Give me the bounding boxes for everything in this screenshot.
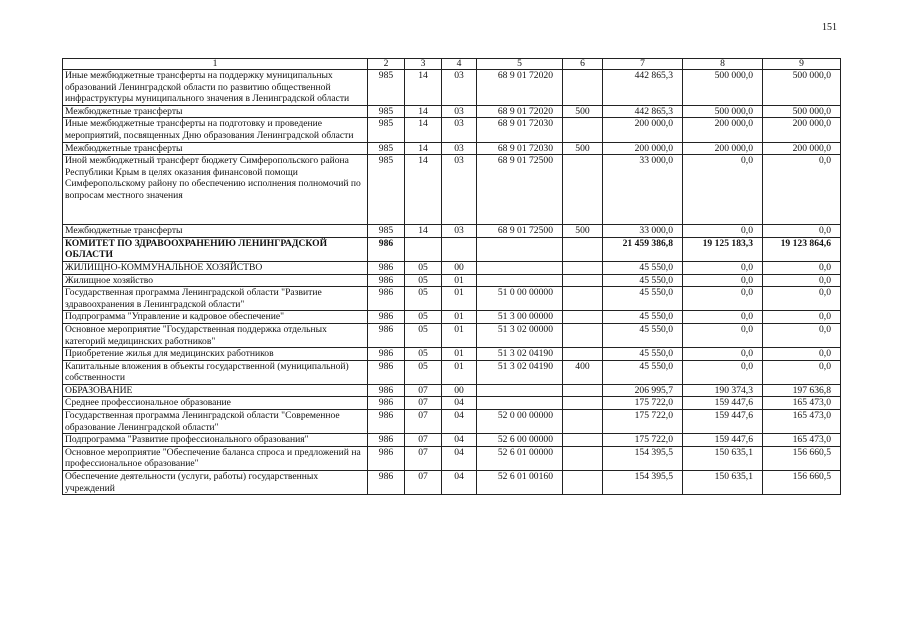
row-value-cell: 500 (563, 142, 603, 155)
row-name-cell: Иные межбюджетные трансферты на подготовку и проведение мероприятий, посвященных Дню образования Ленинградской области (63, 118, 368, 142)
row-name-cell: Приобретение жилья для медицинских работников (63, 348, 368, 361)
row-value-cell: 07 (405, 471, 442, 495)
row-value-cell: 14 (405, 70, 442, 106)
row-value-cell (442, 237, 477, 261)
table-row (63, 142, 841, 155)
row-value-cell: 197 636,8 (763, 384, 841, 397)
row-value-cell: 175 722,0 (603, 410, 683, 434)
row-value-cell: 985 (368, 118, 405, 142)
row-value-cell (477, 384, 563, 397)
row-value-cell: 01 (442, 274, 477, 287)
row-value-cell (563, 348, 603, 361)
column-header: 5 (477, 59, 563, 70)
row-value-cell: 04 (442, 471, 477, 495)
row-value-cell: 14 (405, 142, 442, 155)
row-value-cell: 986 (368, 410, 405, 434)
row-value-cell: 0,0 (763, 311, 841, 324)
row-value-cell: 07 (405, 384, 442, 397)
row-value-cell: 51 3 02 00000 (477, 323, 563, 347)
row-value-cell: 200 000,0 (683, 142, 763, 155)
row-value-cell (563, 446, 603, 470)
table-row (63, 105, 841, 118)
row-value-cell: 0,0 (683, 360, 763, 384)
table-row (63, 237, 841, 261)
row-value-cell: 150 635,1 (683, 471, 763, 495)
row-value-cell: 986 (368, 471, 405, 495)
row-value-cell: 986 (368, 434, 405, 447)
row-value-cell: 500 (563, 105, 603, 118)
row-value-cell (563, 287, 603, 311)
row-value-cell (477, 237, 563, 261)
row-value-cell: 200 000,0 (603, 142, 683, 155)
row-value-cell: 500 000,0 (683, 70, 763, 106)
row-value-cell: 200 000,0 (603, 118, 683, 142)
row-value-cell (563, 410, 603, 434)
row-value-cell: 986 (368, 287, 405, 311)
row-value-cell: 175 722,0 (603, 397, 683, 410)
row-name-cell: Подпрограмма "Управление и кадровое обеспечение" (63, 311, 368, 324)
row-name-cell: Подпрограмма "Развитие профессионального образования" (63, 434, 368, 447)
row-value-cell: 14 (405, 105, 442, 118)
row-value-cell (563, 397, 603, 410)
row-value-cell: 68 9 01 72030 (477, 118, 563, 142)
row-value-cell: 0,0 (683, 261, 763, 274)
row-value-cell: 400 (563, 360, 603, 384)
row-value-cell: 01 (442, 360, 477, 384)
row-value-cell (563, 384, 603, 397)
row-value-cell: 986 (368, 348, 405, 361)
row-value-cell: 51 3 02 04190 (477, 360, 563, 384)
row-value-cell: 01 (442, 323, 477, 347)
column-header: 6 (563, 59, 603, 70)
column-header: 9 (763, 59, 841, 70)
row-value-cell: 165 473,0 (763, 410, 841, 434)
page-number: 151 (822, 22, 837, 33)
row-name-cell: Государственная программа Ленинградской области "Современное образование Ленинградской области" (63, 410, 368, 434)
row-value-cell: 04 (442, 410, 477, 434)
row-value-cell: 05 (405, 261, 442, 274)
row-value-cell: 159 447,6 (683, 410, 763, 434)
row-value-cell: 68 9 01 72500 (477, 155, 563, 225)
row-value-cell: 52 0 00 00000 (477, 410, 563, 434)
table-row (63, 434, 841, 447)
row-value-cell: 0,0 (763, 225, 841, 238)
table-row (63, 155, 841, 225)
row-value-cell: 45 550,0 (603, 261, 683, 274)
row-value-cell: 19 123 864,6 (763, 237, 841, 261)
row-value-cell: 00 (442, 384, 477, 397)
row-value-cell: 986 (368, 360, 405, 384)
row-value-cell (563, 261, 603, 274)
row-value-cell: 150 635,1 (683, 446, 763, 470)
row-value-cell: 159 447,6 (683, 397, 763, 410)
row-value-cell: 0,0 (683, 225, 763, 238)
table-row (63, 397, 841, 410)
row-value-cell: 0,0 (683, 155, 763, 225)
row-value-cell: 33 000,0 (603, 155, 683, 225)
row-value-cell: 985 (368, 105, 405, 118)
row-value-cell: 200 000,0 (683, 118, 763, 142)
row-value-cell (405, 237, 442, 261)
row-value-cell: 03 (442, 142, 477, 155)
row-value-cell (563, 323, 603, 347)
row-value-cell: 21 459 386,8 (603, 237, 683, 261)
row-value-cell: 500 000,0 (683, 105, 763, 118)
row-value-cell: 200 000,0 (763, 142, 841, 155)
row-value-cell: 154 395,5 (603, 471, 683, 495)
row-value-cell: 500 000,0 (763, 105, 841, 118)
table-row (63, 384, 841, 397)
row-value-cell: 68 9 01 72500 (477, 225, 563, 238)
row-value-cell: 14 (405, 225, 442, 238)
table-row (63, 261, 841, 274)
row-value-cell: 986 (368, 237, 405, 261)
row-name-cell: ЖИЛИЩНО-КОММУНАЛЬНОЕ ХОЗЯЙСТВО (63, 261, 368, 274)
row-value-cell: 05 (405, 287, 442, 311)
table-row (63, 471, 841, 495)
row-value-cell: 45 550,0 (603, 274, 683, 287)
row-value-cell (563, 70, 603, 106)
row-value-cell: 0,0 (763, 274, 841, 287)
column-header: 7 (603, 59, 683, 70)
row-value-cell: 190 374,3 (683, 384, 763, 397)
table-row (63, 311, 841, 324)
row-value-cell: 156 660,5 (763, 446, 841, 470)
row-value-cell: 68 9 01 72020 (477, 105, 563, 118)
row-name-cell: Жилищное хозяйство (63, 274, 368, 287)
row-value-cell (563, 311, 603, 324)
row-value-cell (563, 155, 603, 225)
row-value-cell: 206 995,7 (603, 384, 683, 397)
row-value-cell: 07 (405, 410, 442, 434)
row-value-cell (563, 118, 603, 142)
row-value-cell: 52 6 01 00160 (477, 471, 563, 495)
column-header: 8 (683, 59, 763, 70)
row-value-cell: 0,0 (683, 311, 763, 324)
row-value-cell: 0,0 (683, 274, 763, 287)
row-name-cell: КОМИТЕТ ПО ЗДРАВООХРАНЕНИЮ ЛЕНИНГРАДСКОЙ ОБЛАСТИ (63, 237, 368, 261)
row-value-cell: 442 865,3 (603, 105, 683, 118)
row-value-cell: 04 (442, 434, 477, 447)
table-row (63, 70, 841, 106)
row-name-cell: Основное мероприятие "Обеспечение баланса спроса и предложений на профессиональное образование" (63, 446, 368, 470)
row-value-cell: 159 447,6 (683, 434, 763, 447)
row-value-cell: 51 0 00 00000 (477, 287, 563, 311)
row-value-cell: 52 6 01 00000 (477, 446, 563, 470)
row-name-cell: Иные межбюджетные трансферты на поддержку муниципальных образований Ленинградской области по развитию общественной инфраструктуры муниципального значения в Ленинградской области (63, 70, 368, 106)
table-row (63, 323, 841, 347)
table-row (63, 410, 841, 434)
row-value-cell: 165 473,0 (763, 397, 841, 410)
row-value-cell: 04 (442, 446, 477, 470)
row-value-cell: 0,0 (763, 287, 841, 311)
row-value-cell: 985 (368, 70, 405, 106)
row-value-cell (563, 471, 603, 495)
row-value-cell: 0,0 (763, 348, 841, 361)
row-name-cell: Межбюджетные трансферты (63, 142, 368, 155)
row-value-cell: 986 (368, 323, 405, 347)
row-value-cell: 33 000,0 (603, 225, 683, 238)
row-name-cell: Межбюджетные трансферты (63, 225, 368, 238)
row-name-cell: Обеспечение деятельности (услуги, работы) государственных учреждений (63, 471, 368, 495)
row-value-cell: 0,0 (763, 360, 841, 384)
row-value-cell: 986 (368, 446, 405, 470)
row-value-cell: 986 (368, 384, 405, 397)
row-name-cell: Межбюджетные трансферты (63, 105, 368, 118)
row-value-cell: 05 (405, 348, 442, 361)
table-row (63, 446, 841, 470)
row-value-cell: 05 (405, 274, 442, 287)
row-value-cell: 986 (368, 261, 405, 274)
table-row (63, 360, 841, 384)
row-name-cell: Иной межбюджетный трансферт бюджету Симферопольского района Республики Крым в целях оказания финансовой помощи Симферопольскому району по обеспечению исполнения полномочий по вопросам местного значения (63, 155, 368, 225)
row-value-cell: 986 (368, 274, 405, 287)
row-value-cell: 175 722,0 (603, 434, 683, 447)
row-value-cell: 0,0 (683, 323, 763, 347)
column-header: 3 (405, 59, 442, 70)
row-name-cell: Капитальные вложения в объекты государственной (муниципальной) собственности (63, 360, 368, 384)
row-value-cell: 0,0 (763, 323, 841, 347)
row-name-cell: Среднее профессиональное образование (63, 397, 368, 410)
row-value-cell: 14 (405, 155, 442, 225)
row-value-cell: 52 6 00 00000 (477, 434, 563, 447)
row-value-cell (563, 237, 603, 261)
table-row (63, 225, 841, 238)
table-header-row (63, 59, 841, 70)
row-value-cell: 07 (405, 446, 442, 470)
row-value-cell: 14 (405, 118, 442, 142)
budget-table (62, 58, 841, 495)
row-value-cell: 04 (442, 397, 477, 410)
row-value-cell: 68 9 01 72020 (477, 70, 563, 106)
row-value-cell: 19 125 183,3 (683, 237, 763, 261)
row-value-cell: 45 550,0 (603, 323, 683, 347)
row-value-cell: 51 3 02 04190 (477, 348, 563, 361)
row-value-cell: 0,0 (763, 261, 841, 274)
row-value-cell: 0,0 (683, 348, 763, 361)
row-name-cell: Основное мероприятие "Государственная поддержка отдельных категорий медицинских работников" (63, 323, 368, 347)
row-value-cell: 986 (368, 397, 405, 410)
column-header: 2 (368, 59, 405, 70)
row-value-cell: 0,0 (763, 155, 841, 225)
row-value-cell: 03 (442, 105, 477, 118)
row-value-cell: 156 660,5 (763, 471, 841, 495)
table-row (63, 118, 841, 142)
row-value-cell: 165 473,0 (763, 434, 841, 447)
row-value-cell: 03 (442, 155, 477, 225)
row-name-cell: ОБРАЗОВАНИЕ (63, 384, 368, 397)
row-value-cell: 51 3 00 00000 (477, 311, 563, 324)
row-value-cell: 01 (442, 311, 477, 324)
row-value-cell: 154 395,5 (603, 446, 683, 470)
row-value-cell: 05 (405, 323, 442, 347)
row-value-cell: 07 (405, 434, 442, 447)
table-row (63, 274, 841, 287)
row-value-cell: 986 (368, 311, 405, 324)
row-value-cell (563, 274, 603, 287)
row-value-cell: 05 (405, 311, 442, 324)
row-value-cell: 68 9 01 72030 (477, 142, 563, 155)
row-value-cell: 45 550,0 (603, 287, 683, 311)
column-header: 4 (442, 59, 477, 70)
row-value-cell: 500 (563, 225, 603, 238)
row-value-cell: 01 (442, 348, 477, 361)
row-value-cell: 985 (368, 155, 405, 225)
row-value-cell: 442 865,3 (603, 70, 683, 106)
row-value-cell: 985 (368, 225, 405, 238)
row-value-cell: 03 (442, 70, 477, 106)
row-value-cell: 500 000,0 (763, 70, 841, 106)
row-name-cell: Государственная программа Ленинградской области "Развитие здравоохранения в Ленинградской области" (63, 287, 368, 311)
row-value-cell: 05 (405, 360, 442, 384)
row-value-cell: 01 (442, 287, 477, 311)
row-value-cell: 00 (442, 261, 477, 274)
column-header: 1 (63, 59, 368, 70)
row-value-cell: 03 (442, 225, 477, 238)
row-value-cell: 0,0 (683, 287, 763, 311)
row-value-cell: 200 000,0 (763, 118, 841, 142)
row-value-cell: 03 (442, 118, 477, 142)
row-value-cell: 45 550,0 (603, 360, 683, 384)
row-value-cell (477, 397, 563, 410)
row-value-cell: 07 (405, 397, 442, 410)
table-row (63, 287, 841, 311)
row-value-cell: 45 550,0 (603, 311, 683, 324)
row-value-cell (563, 434, 603, 447)
row-value-cell (477, 261, 563, 274)
row-value-cell (477, 274, 563, 287)
table-row (63, 348, 841, 361)
row-value-cell: 45 550,0 (603, 348, 683, 361)
row-value-cell: 985 (368, 142, 405, 155)
